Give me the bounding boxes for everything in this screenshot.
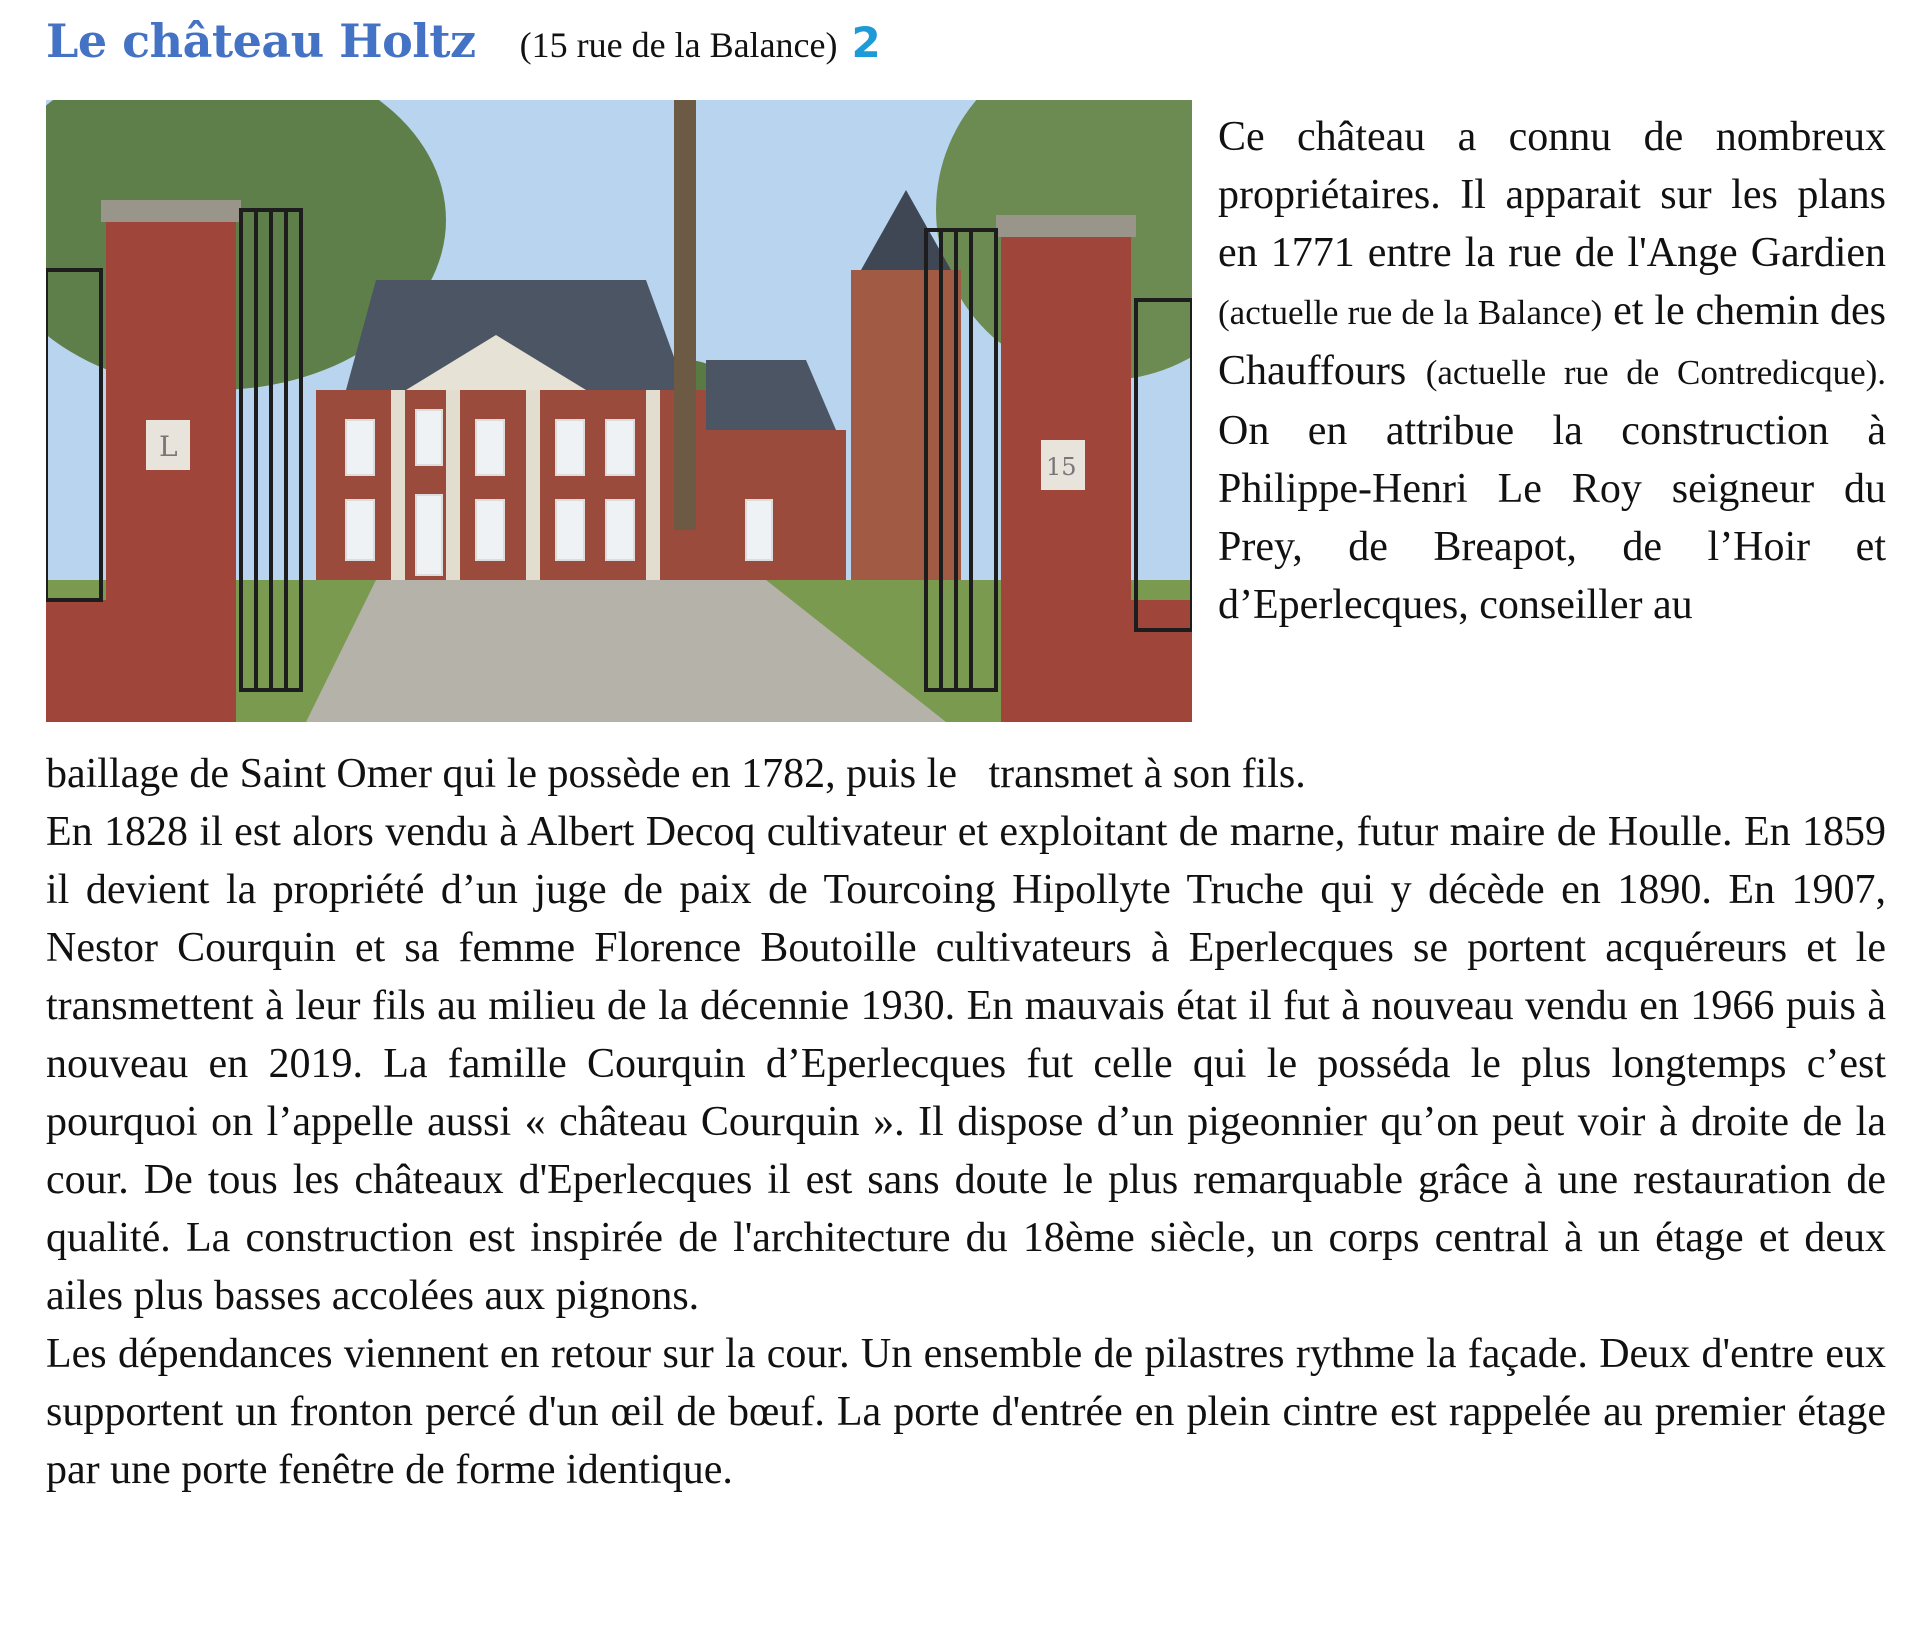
svg-text:L: L xyxy=(159,430,178,463)
paragraph-history: En 1828 il est alors vendu à Albert Decoq cultivateur et exploitant de marne, futur maire de Houlle. En 1859 il devient la propriété d’un juge de paix de Tourcoing Hipollyte Truche qui y décède en 1890. En 1907, Nestor Courquin et sa femme Florence Boutoille cultivateurs à Eperlecques se portent acquéreurs et le transmettent à leur fils au milieu de la décennie 1930. En mauvais état il fut à nouveau vendu en 1966 puis à nouveau en 2019. La famille Courquin d’Eperlecques fut celle qui le posséda le plus longtemps c’est pourquoi on l’appelle aussi « château Courquin ». Il dispose d’un pigeonnier qu’on peut voir à droite de la cour. De tous les châteaux d'Eperlecques il est sans doute le plus remarquable grâce à une restauration de qualité. La construction est inspirée de l'architecture du 18ème siècle, un corps central à un étage et deux ailes plus basses accolées aux pignons. xyxy=(46,809,1886,1319)
intro-paragraph xyxy=(1218,108,1886,634)
page-number: 2 xyxy=(851,18,881,67)
paragraph-architecture: Les dépendances viennent en retour sur la cour. Un ensemble de pilastres rythme la façade. Deux d'entre eux supportent un fronton percé d'un œil de bœuf. La porte d'entrée en plein cintre est rappelée au premier étage par une porte fenêtre de forme identique. xyxy=(46,1331,1886,1493)
intro-text-3: On en attribue la construction à Philippe-Henri Le Roy seigneur du Prey, de Breapot, de l’Hoir et d’Eperlecques, conseiller au xyxy=(1218,408,1886,628)
intro-column xyxy=(1218,108,1886,634)
header xyxy=(46,14,881,84)
address-subtitle: (15 rue de la Balance) xyxy=(519,25,838,65)
intro-text-2: et le chemin des Chauffours xyxy=(1218,288,1887,394)
body-text xyxy=(46,745,1886,1499)
page-title: Le château Holtz xyxy=(46,14,476,68)
chateau-illustration xyxy=(46,100,1192,722)
intro-note-1: (actuelle rue de la Balance) xyxy=(1218,293,1603,332)
intro-note-2: (actuelle rue de Contredicque). xyxy=(1425,353,1887,392)
intro-text-1: Ce château a connu de nombreux propriétaires. Il apparait sur les plans en 1771 entre la rue de l'Ange Gardien xyxy=(1218,114,1886,276)
svg-text:15: 15 xyxy=(1046,453,1077,481)
paragraph-continuation: baillage de Saint Omer qui le possède en 1782, puis le transmet à son fils. xyxy=(46,751,1306,797)
chateau-photo xyxy=(46,100,1192,722)
